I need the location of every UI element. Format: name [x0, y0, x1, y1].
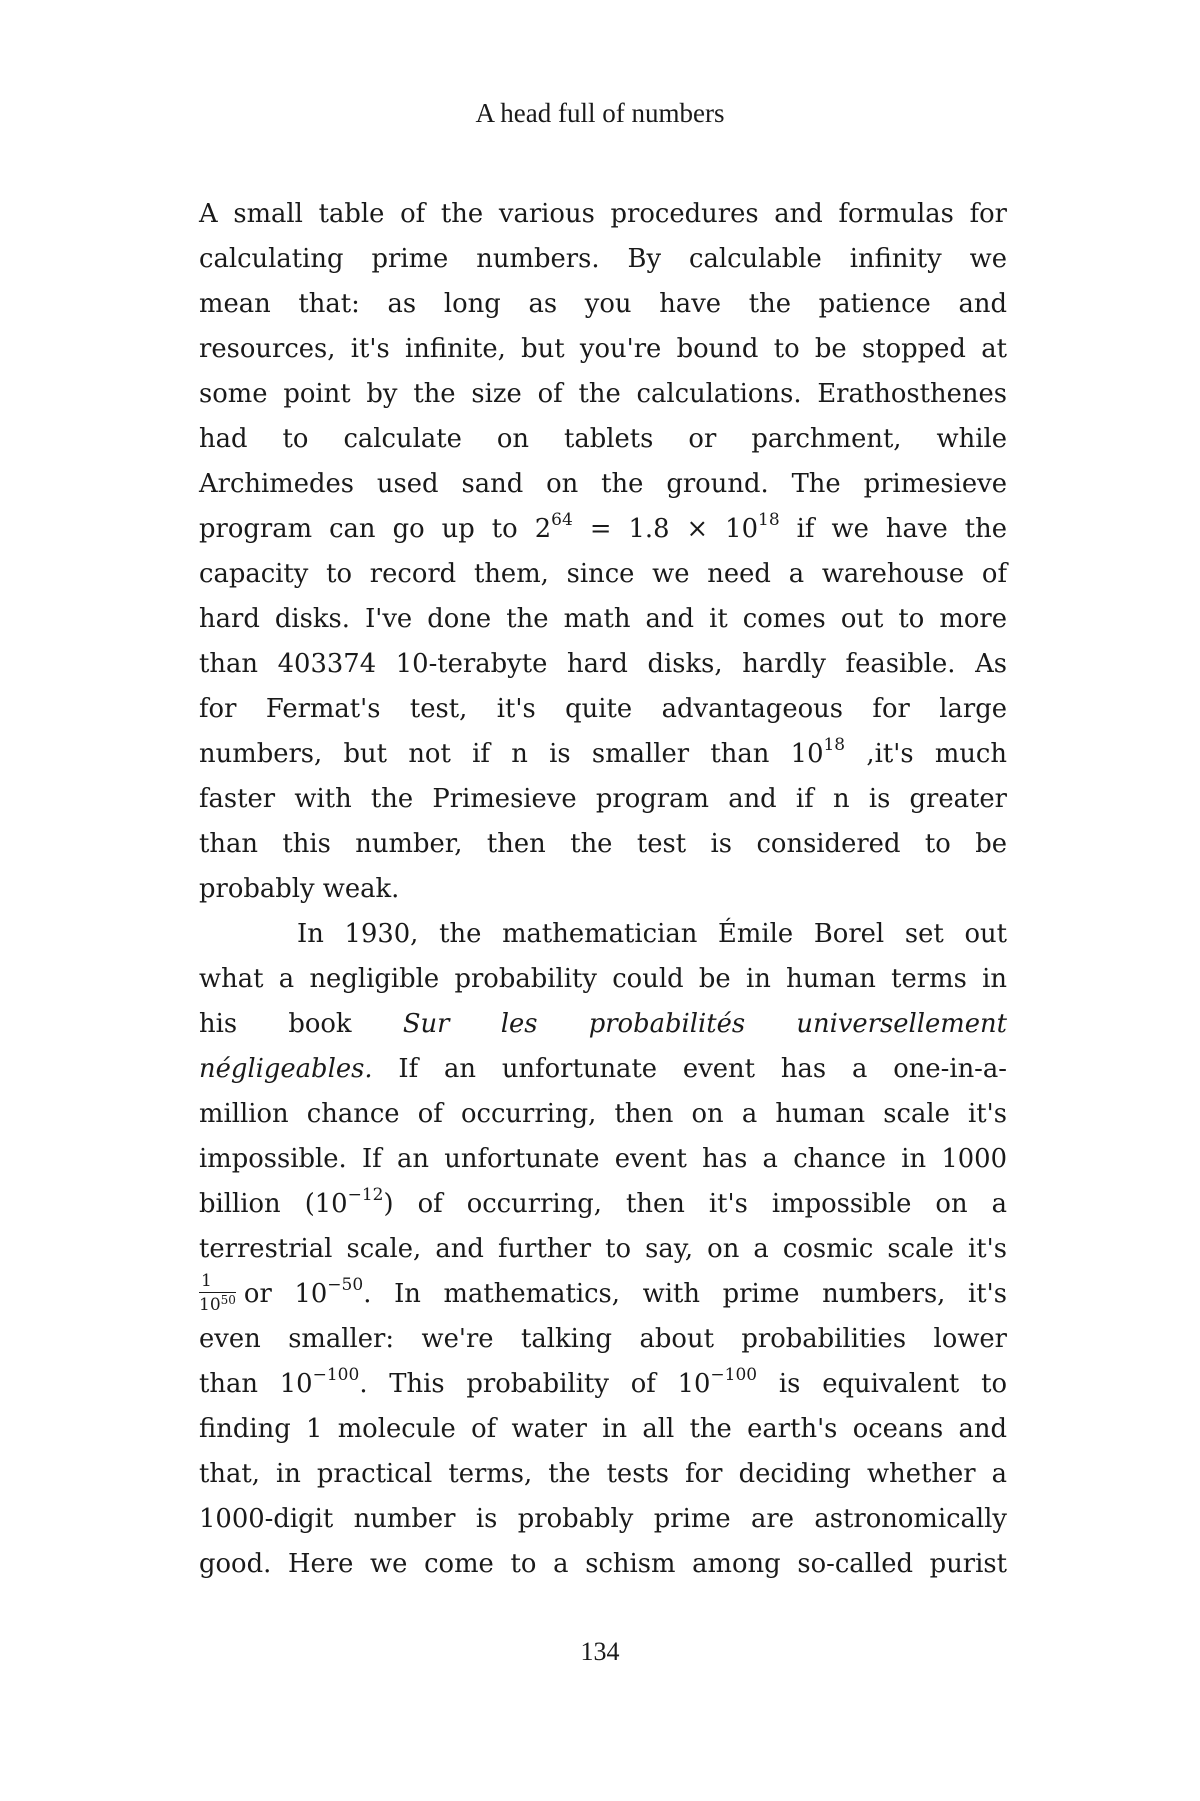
book-title: Sur les probabilités universellement	[402, 1009, 1008, 1039]
text-line: million chance of occurring, then on a human scale it's	[199, 1099, 1007, 1129]
text-line-with-math	[199, 1182, 1007, 1227]
text-line: mean that: as long as you have the patience and	[199, 289, 1007, 319]
exponent: 18	[823, 735, 846, 755]
text-segment: . In mathematics, with prime numbers, it's	[363, 1279, 1008, 1309]
text-segment: than 10	[199, 1369, 313, 1399]
text-line: A small table of the various procedures and formulas for	[199, 199, 1007, 229]
text-segment: . This probability of 10	[359, 1369, 711, 1399]
text-line: finding 1 molecule of water in all the earth's oceans and	[199, 1414, 1007, 1444]
text-line: even smaller: we're talking about probabilities lower	[199, 1324, 1007, 1354]
text-line: than this number, then the test is considered to be	[199, 829, 1007, 859]
exponent: −12	[347, 1185, 384, 1205]
exponent: 64	[551, 510, 573, 530]
text-line: calculating prime numbers. By calculable infinity we	[199, 244, 1007, 274]
text-line: terrestrial scale, and further to say, on a cosmic scale it's	[199, 1234, 1007, 1264]
book-title: négligeables.	[199, 1054, 373, 1084]
text-line: good. Here we come to a schism among so-called purist	[199, 1549, 1007, 1579]
text-segment: program can go up to 2	[199, 514, 552, 544]
text-line: probably weak.	[199, 874, 400, 904]
text-line: hard disks. I've done the math and it comes out to more	[199, 604, 1007, 634]
text-line-with-fraction	[199, 1272, 1007, 1317]
paragraph-first-line: In 1930, the mathematician Émile Borel set out	[297, 919, 1007, 949]
text-line-with-title	[199, 1002, 1007, 1047]
exponent: 18	[758, 510, 780, 530]
text-segment: numbers, but not if n is smaller than 10	[199, 739, 824, 769]
text-segment: ,it's much	[845, 739, 1007, 769]
text-line: for Fermat's test, it's quite advantageous for large	[199, 694, 1007, 724]
body-text	[199, 192, 1007, 1587]
exponent: −50	[327, 1275, 364, 1295]
text-segment: if we have the	[779, 514, 1008, 544]
text-line-with-math	[199, 732, 1007, 777]
text-line: some point by the size of the calculations. Erathosthenes	[199, 379, 1007, 409]
text-segment: billion (10	[199, 1189, 348, 1219]
running-head: A head full of numbers	[475, 98, 725, 128]
exponent: −100	[312, 1365, 360, 1385]
text-segment: = 1.8 × 10	[572, 514, 759, 544]
fraction-numerator: 1	[199, 1272, 236, 1293]
text-segment: or 10	[243, 1279, 328, 1309]
text-line: resources, it's infinite, but you're bound to be stopped at	[199, 334, 1007, 364]
exponent: −100	[710, 1365, 758, 1385]
exponent: 50	[220, 1293, 236, 1307]
text-segment: ) of occurring, then it's impossible on a	[383, 1189, 1007, 1219]
fraction-denominator	[199, 1293, 236, 1314]
text-line: 1000-digit number is probably prime are astronomically	[199, 1504, 1007, 1534]
text-line: faster with the Primesieve program and if n is greater	[199, 784, 1007, 814]
text-line: capacity to record them, since we need a warehouse of	[199, 559, 1007, 589]
text-line: what a negligible probability could be in human terms in	[199, 964, 1007, 994]
text-line: than 403374 10-terabyte hard disks, hardly feasible. As	[199, 649, 1007, 679]
fraction-base: 10	[199, 1295, 221, 1315]
text-segment: If an unfortunate event has a one-in-a-	[372, 1054, 1007, 1084]
text-line: Archimedes used sand on the ground. The primesieve	[199, 469, 1007, 499]
text-line: had to calculate on tablets or parchment, while	[199, 424, 1007, 454]
text-line-with-math	[199, 1362, 1007, 1407]
text-line: impossible. If an unfortunate event has a chance in 1000	[199, 1144, 1007, 1174]
text-line-with-math	[199, 507, 1007, 552]
text-segment: is equivalent to	[757, 1369, 1007, 1399]
text-line: that, in practical terms, the tests for deciding whether a	[199, 1459, 1007, 1489]
fraction	[199, 1272, 236, 1314]
page-number: 134	[580, 1637, 620, 1666]
text-line-with-title	[199, 1047, 1007, 1092]
text-segment: his book	[199, 1009, 403, 1039]
